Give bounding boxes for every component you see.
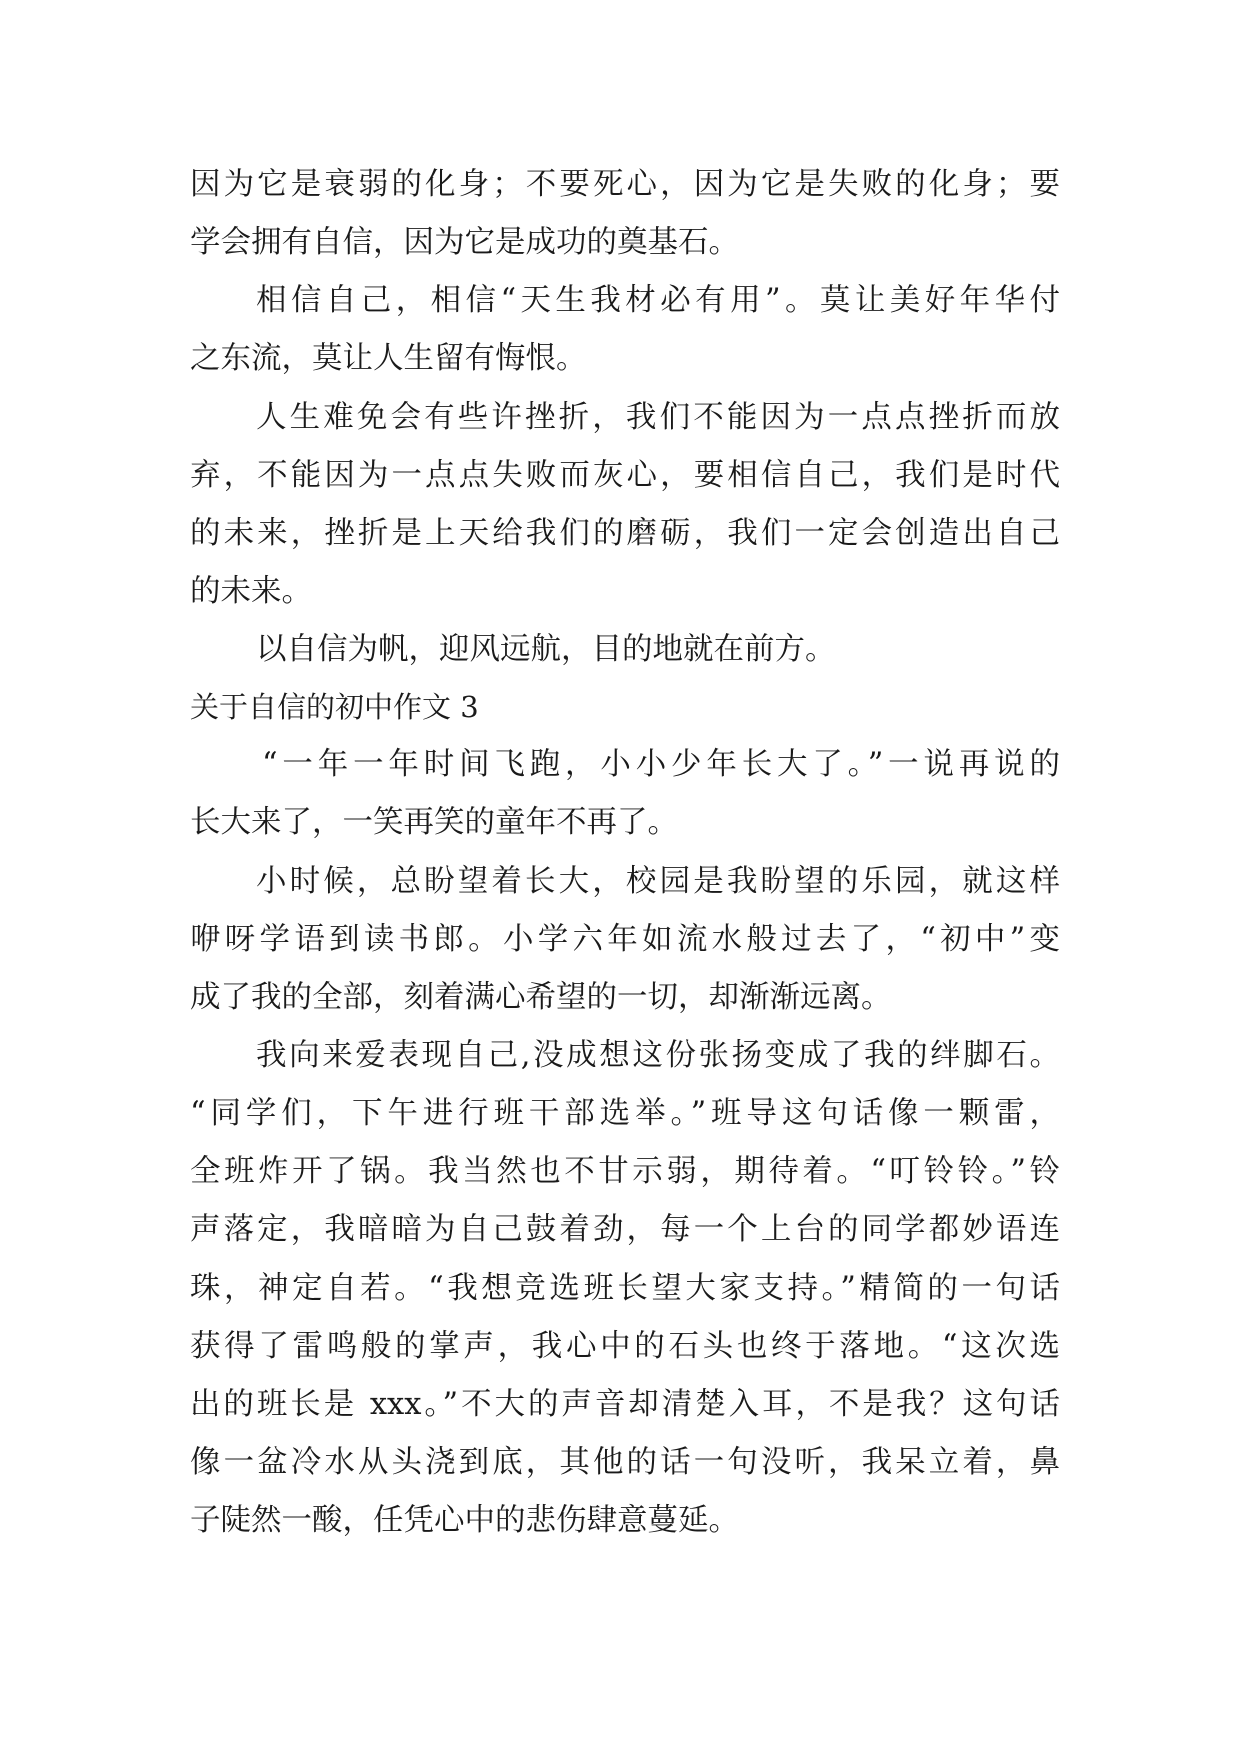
text-line: “同学们，下午进行班干部选举。”班导这句话像一颗雷，: [190, 1096, 1060, 1131]
text-line: 声落定，我暗暗为自己鼓着劲，每一个上台的同学都妙语连: [190, 1212, 1060, 1247]
text-line: 的未来。: [190, 574, 312, 609]
text-line: 珠，神定自若。“我想竞选班长望大家支持。”精简的一句话: [190, 1271, 1060, 1306]
section-heading: 关于自信的初中作文 3: [190, 690, 479, 724]
text-line: 弃，不能因为一点点失败而灰心，要相信自己，我们是时代: [190, 458, 1060, 493]
text-line: 子陡然一酸，任凭心中的悲伤肆意蔓延。: [190, 1503, 739, 1538]
text-line: 学会拥有自信，因为它是成功的奠基石。: [190, 225, 739, 260]
text-line: 获得了雷鸣般的掌声，我心中的石头也终于落地。“这次选: [190, 1329, 1060, 1364]
text-line: 全班炸开了锅。我当然也不甘示弱，期待着。“叮铃铃。”铃: [190, 1154, 1060, 1189]
text-line: 人生难免会有些许挫折，我们不能因为一点点挫折而放: [256, 400, 1060, 435]
text-line: 出的班长是 xxx。”不大的声音却清楚入耳，不是我？这句话: [190, 1387, 1060, 1422]
text-line: 咿呀学语到读书郎。小学六年如流水般过去了，“初中”变: [190, 922, 1060, 957]
text-line: 相信自己，相信“天生我材必有用”。莫让美好年华付: [256, 283, 1060, 318]
text-line: 的未来，挫折是上天给我们的磨砺，我们一定会创造出自己: [190, 516, 1060, 551]
text-line: 以自信为帆，迎风远航，目的地就在前方。: [256, 632, 836, 667]
text-line: 像一盆冷水从头浇到底，其他的话一句没听，我呆立着，鼻: [190, 1445, 1060, 1480]
text-line: 我向来爱表现自己,没成想这份张扬变成了我的绊脚石。: [256, 1038, 1060, 1073]
text-line: “一年一年时间飞跑，小小少年长大了。”一说再说的: [262, 747, 1060, 782]
text-line: 因为它是衰弱的化身；不要死心，因为它是失败的化身；要: [190, 167, 1060, 202]
text-line: 之东流，莫让人生留有悔恨。: [190, 341, 587, 376]
text-line: 长大来了，一笑再笑的童年不再了。: [190, 805, 678, 840]
text-line: 小时候，总盼望着长大，校园是我盼望的乐园，就这样: [256, 864, 1060, 899]
text-line: 成了我的全部，刻着满心希望的一切，却渐渐远离。: [190, 980, 892, 1015]
